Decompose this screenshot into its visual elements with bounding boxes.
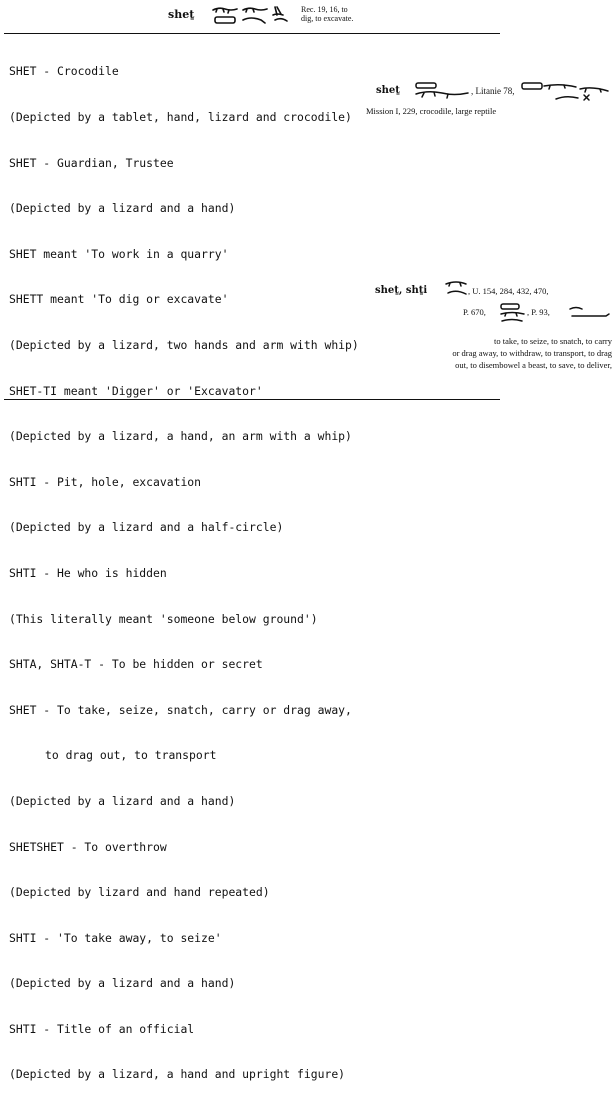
top-excerpt-reference-line: Rec. 19, 16, to: [301, 5, 348, 14]
hieroglyph-group-icon: [211, 4, 299, 35]
inset-2-word: sheṯ, shṯi: [375, 285, 428, 296]
hand-hieroglyph-icon: [444, 279, 468, 304]
glossary-list: [9, 34, 359, 1113]
glossary-line: SHET - Crocodile: [9, 64, 119, 79]
inset-2-reference-a: , U. 154, 284, 432, 470,: [468, 286, 549, 296]
glossary-line: SHTI - Title of an official: [9, 1021, 195, 1036]
inset-2-definition-line: or drag away, to withdraw, to transport, to drag: [452, 348, 612, 359]
lizard-hand-hieroglyph-icon: [498, 302, 526, 329]
glossary-line: SHET meant 'To work in a quarry': [9, 246, 229, 261]
glossary-line: SHTI - He who is hidden: [9, 565, 167, 580]
inset-2-reference-b1: P. 670,: [463, 307, 486, 317]
top-dictionary-excerpt: [168, 2, 468, 32]
glossary-line: to drag out, to transport: [45, 748, 217, 763]
glossary-line: (Depicted by a lizard and a half-circle): [9, 520, 284, 535]
glossary-line: SHETT meant 'To dig or excavate': [9, 292, 229, 307]
inset-2-definition: [362, 335, 612, 372]
glossary-line: (Depicted by a lizard, a hand, an arm with a whip): [9, 429, 352, 444]
glossary-line: (Depicted by a lizard and a hand): [9, 201, 236, 216]
inset-1-reference: , Litanie 78,: [471, 86, 515, 96]
top-excerpt-reference: [301, 5, 401, 23]
glossary-line: SHTI - Pit, hole, excavation: [9, 474, 202, 489]
inset-2-reference-b2: , P. 93,: [527, 307, 550, 317]
inset-1-word: sheṯ: [376, 85, 400, 96]
crocodile-hieroglyph-icon: [520, 81, 610, 110]
seize-dictionary-excerpt: [372, 277, 614, 397]
arm-hieroglyph-icon: [568, 304, 610, 325]
inset-1-definition: Mission I, 229, crocodile, large reptile: [366, 106, 497, 116]
glossary-line: SHTI - 'To take away, to seize': [9, 930, 222, 945]
glossary-line: SHET - Guardian, Trustee: [9, 155, 174, 170]
glossary-line: SHET - To take, seize, snatch, carry or drag away,: [9, 702, 352, 717]
bottom-divider: [4, 399, 500, 400]
glossary-line: (Depicted by a lizard, two hands and arm with whip): [9, 337, 359, 352]
glossary-line: (Depicted by a lizard and a hand): [9, 793, 236, 808]
glossary-line: SHTA, SHTA-T - To be hidden or secret: [9, 657, 263, 672]
glossary-line: (Depicted by lizard and hand repeated): [9, 885, 270, 900]
glossary-line: (This literally meant 'someone below ground'): [9, 611, 318, 626]
glossary-line: (Depicted by a lizard and a hand): [9, 976, 236, 991]
lizard-hieroglyph-icon: [414, 81, 470, 106]
inset-2-definition-line: to take, to seize, to snatch, to carry: [493, 336, 612, 346]
top-excerpt-reference-line: dig, to excavate.: [301, 14, 354, 23]
top-excerpt-word: sheṯ: [168, 8, 195, 21]
inset-2-definition-line: out, to disembowel a beast, to save, to deliver,: [455, 360, 612, 371]
glossary-line: (Depicted by a lizard, a hand and upright figure): [9, 1067, 346, 1082]
glossary-line: SHET-TI meant 'Digger' or 'Excavator': [9, 383, 263, 398]
crocodile-dictionary-excerpt: [356, 79, 612, 123]
glossary-line: (Depicted by a tablet, hand, lizard and crocodile): [9, 110, 352, 124]
glossary-line: SHETSHET - To overthrow: [9, 839, 167, 854]
